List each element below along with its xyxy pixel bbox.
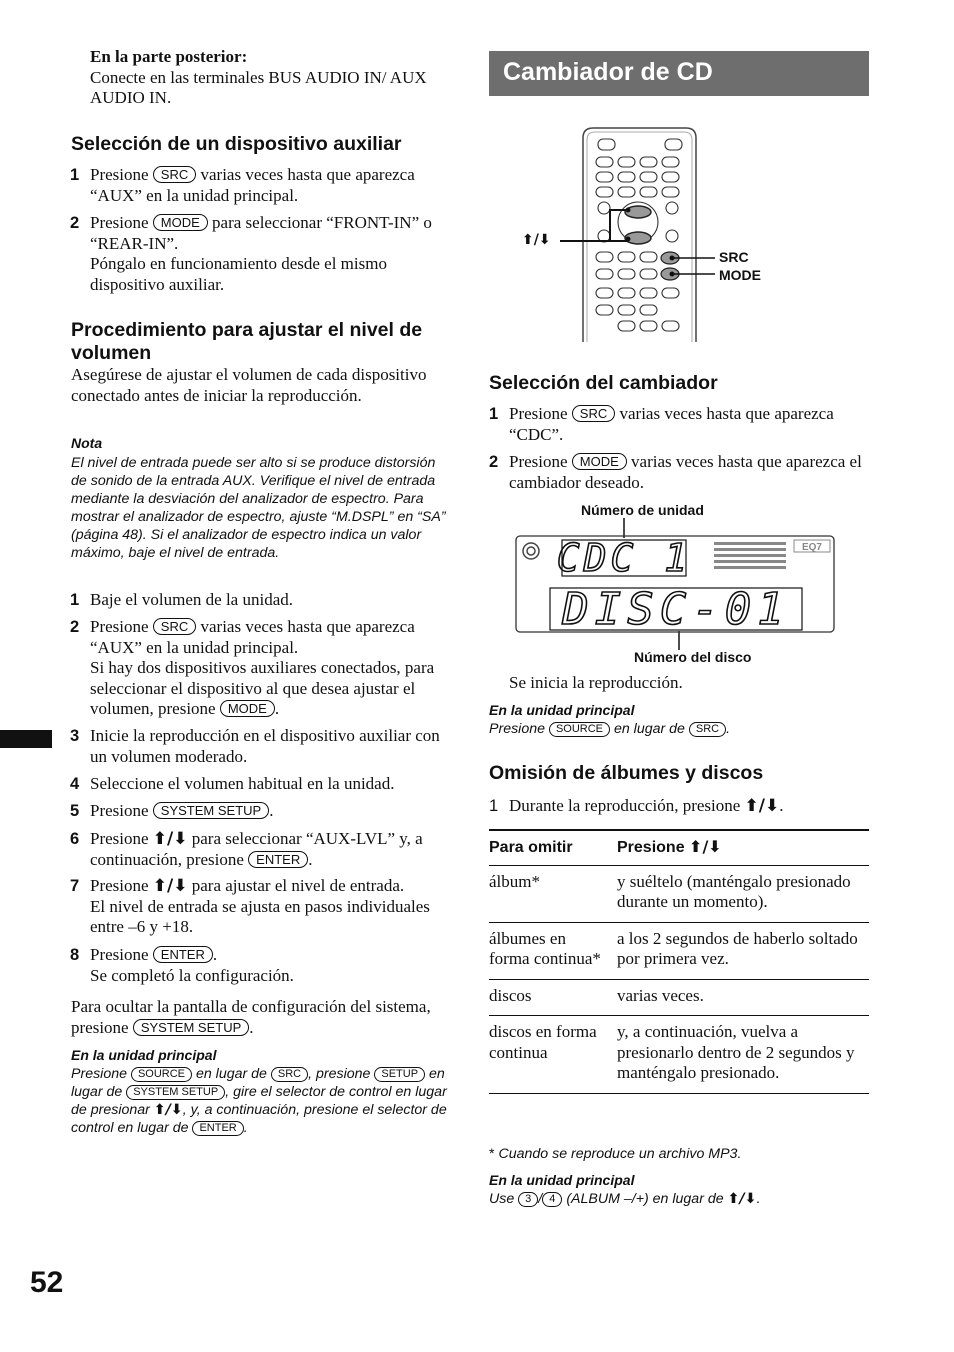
note-text: en lugar de — [71, 1066, 445, 1100]
step-number: 3 — [70, 727, 80, 745]
table-row — [489, 1016, 869, 1094]
omit-heading: Omisión de álbumes y discos — [489, 762, 764, 784]
setup-key: SETUP — [374, 1067, 425, 1082]
step-text: Presione — [90, 829, 153, 848]
aux-heading: Selección de un dispositivo auxiliar — [71, 133, 402, 155]
section-header — [489, 51, 869, 96]
main-unit-text — [489, 720, 730, 738]
step-number: 2 — [70, 214, 80, 232]
rear-text: Conecte en las terminales BUS AUDIO IN/ AUX AUDIO IN. — [90, 67, 427, 107]
system-setup-key: SYSTEM SETUP — [126, 1085, 225, 1100]
disc-number-label: Número del disco — [634, 649, 752, 665]
display-line-1: CDC 1 — [556, 536, 692, 580]
display-illustration — [514, 518, 838, 652]
key-3: 3 — [518, 1192, 538, 1207]
footnote-text: Cuando se reproduce un archivo MP3. — [498, 1146, 742, 1162]
display-line-2: DISC-01 — [562, 584, 790, 635]
unit-number-label: Número de unidad — [581, 502, 704, 518]
nota-title: Nota — [71, 435, 103, 451]
src-key: SRC — [153, 618, 196, 635]
note-text: Use — [489, 1191, 519, 1207]
eq-indicator: EQ7 — [801, 542, 823, 553]
note-text: . — [726, 721, 731, 737]
step-text: Presione — [509, 404, 572, 423]
table-row — [489, 922, 869, 979]
step-text: Presione — [90, 213, 153, 232]
step-text: varias veces hasta que aparezca “AUX” en la unidad principal. — [90, 165, 415, 205]
step-number: 1 — [70, 166, 80, 184]
step-text: . — [269, 801, 274, 820]
remote-src-label: SRC — [719, 249, 749, 265]
note-text: Presione — [71, 1066, 131, 1082]
hide-settings-text — [71, 997, 451, 1038]
key-4: 4 — [542, 1192, 562, 1207]
body-text: . — [249, 1017, 254, 1037]
playback-starts: Se inicia la reproducción. — [509, 673, 683, 692]
volume-intro: Asegúrese de ajustar el volumen de cada dispositivo conectado antes de iniciar la reproducción. — [71, 365, 427, 405]
step-number: 2 — [70, 618, 80, 636]
rear-title: En la parte posterior: — [90, 47, 248, 66]
step-number: 1 — [489, 405, 499, 423]
mode-key: MODE — [572, 453, 627, 470]
step-text: Durante la reproducción, presione — [509, 796, 745, 815]
step-number: 1 — [489, 797, 499, 815]
source-key: SOURCE — [549, 722, 610, 737]
src-key: SRC — [271, 1067, 308, 1082]
step-number: 5 — [70, 802, 80, 820]
table-cell: discos en forma continua — [489, 1016, 617, 1094]
remote-control-illustration — [510, 124, 790, 342]
remote-mode-label: MODE — [719, 267, 761, 283]
note-text: (ALBUM –/+) en lugar de — [562, 1191, 728, 1207]
step-number: 6 — [70, 830, 80, 848]
table-cell: y, a continuación, vuelva a presionarlo dentro de 2 segundos y manténgalo presionado. — [617, 1016, 869, 1094]
table-cell: a los 2 segundos de haberlo soltado por primera vez. — [617, 922, 869, 979]
step-number: 4 — [70, 775, 80, 793]
note-text: Presione — [489, 721, 549, 737]
step-text: Presione — [90, 801, 153, 820]
note-text: , gire el selector de control en lugar de presionar — [71, 1084, 447, 1118]
table-cell: varias veces. — [617, 979, 869, 1016]
step-text: Presione — [90, 876, 153, 895]
step-text: varias veces hasta que aparezca el cambiador deseado. — [509, 452, 862, 492]
table-cell: álbum* — [489, 865, 617, 922]
nota-text: El nivel de entrada puede ser alto si se produce distorsión de sonido de la entrada AUX. Verifique el nivel de entrada mediante la desviación del analizador de espectro. Para mostrar el analizador de espectro, ajuste “M.DSPL” en “SA” (página 48). Si el analizador de espectro indica un valor máximo, baje el nivel de entrada. — [71, 455, 446, 561]
step-text: varias veces hasta que aparezca “AUX” en la unidad principal. — [90, 617, 415, 657]
table-cell: discos — [489, 979, 617, 1016]
src-key: SRC — [689, 722, 726, 737]
up-down-arrows-icon: ⬆/⬇ — [727, 1191, 757, 1207]
header-text: Presione — [617, 839, 690, 856]
section-tab-marker — [0, 730, 52, 748]
table-cell: álbumes en forma continua* — [489, 922, 617, 979]
enter-key: ENTER — [192, 1121, 243, 1136]
source-key: SOURCE — [131, 1067, 192, 1082]
system-setup-key: SYSTEM SETUP — [153, 802, 269, 819]
footnote — [489, 1145, 741, 1163]
step-text: Baje el volumen de la unidad. — [90, 590, 293, 609]
main-unit-title: En la unidad principal — [71, 1047, 217, 1063]
body-text: Para ocultar la pantalla de configuración del sistema, presione — [71, 997, 431, 1037]
column-header: Para omitir — [489, 830, 617, 865]
step-text: para seleccionar “AUX-LVL” y, a continuación, presione — [90, 829, 423, 869]
mode-key: MODE — [220, 700, 275, 717]
step-text: Inicie la reproducción en el dispositivo auxiliar con un volumen moderado. — [90, 726, 440, 766]
up-down-arrows-icon: ⬆/⬇ — [744, 796, 780, 816]
volume-heading: Procedimiento para ajustar el nivel de volumen — [71, 319, 423, 364]
note-text: . — [243, 1120, 248, 1136]
table-cell: y suéltelo (manténgalo presionado durante un momento). — [617, 865, 869, 922]
section-title: Cambiador de CD — [503, 58, 713, 86]
page-number: 52 — [30, 1266, 64, 1299]
src-key: SRC — [153, 166, 196, 183]
step-text: . — [274, 699, 280, 718]
mode-key: MODE — [153, 214, 208, 231]
main-unit-title-2: En la unidad principal — [489, 1172, 635, 1188]
step-text: Presione — [90, 945, 153, 964]
main-unit-title: En la unidad principal — [489, 702, 635, 718]
main-unit-text — [71, 1065, 455, 1137]
enter-key: ENTER — [248, 851, 308, 868]
note-text: en lugar de — [610, 721, 689, 737]
changer-heading: Selección del cambiador — [489, 372, 718, 394]
note-text: , presione — [308, 1066, 375, 1082]
step-text: Póngalo en funcionamiento desde el mismo dispositivo auxiliar. — [90, 254, 387, 294]
table-header-row — [489, 830, 869, 865]
rear-note — [90, 47, 460, 109]
step-text: Presione — [90, 165, 153, 184]
up-down-arrows-icon: ⬆/⬇ — [152, 829, 188, 849]
step-number: 2 — [489, 453, 499, 471]
note-text: / — [538, 1191, 543, 1207]
step-text: Presione — [90, 617, 153, 636]
table-row — [489, 865, 869, 922]
enter-key: ENTER — [153, 946, 213, 963]
step-text: . — [212, 945, 218, 964]
step-number: 8 — [70, 946, 80, 964]
step-text: para seleccionar “FRONT-IN” o “REAR-IN”. — [90, 213, 432, 253]
src-key: SRC — [572, 405, 615, 422]
table-row — [489, 979, 869, 1016]
step-text: Seleccione el volumen habitual en la unidad. — [90, 774, 395, 793]
step-number: 1 — [70, 591, 80, 609]
note-text: en lugar de — [192, 1066, 271, 1082]
step-text: Presione — [509, 452, 572, 471]
omit-table — [489, 829, 869, 1094]
step-text: para ajustar el nivel de entrada. — [187, 876, 405, 895]
step-text: Se completó la configuración. — [90, 965, 294, 985]
note-text: , y, a continuación, presione el selector de control en lugar de — [71, 1102, 447, 1136]
step-number: 7 — [70, 877, 80, 895]
step-text: Si hay dos dispositivos auxiliares conectados, para seleccionar el dispositivo al que desea ajustar el volumen, presione — [90, 658, 435, 718]
step-text: varias veces hasta que aparezca “CDC”. — [509, 404, 834, 444]
note-text: . — [756, 1191, 761, 1207]
main-unit-text-2 — [489, 1190, 761, 1208]
up-down-arrows-icon: ⬆/⬇ — [152, 876, 188, 896]
system-setup-key: SYSTEM SETUP — [133, 1019, 249, 1036]
up-down-arrows-icon: ⬆/⬇ — [689, 837, 722, 856]
step-text: El nivel de entrada se ajusta en pasos individuales entre –6 y +18. — [90, 896, 430, 936]
up-down-arrows-icon: ⬆/⬇ — [153, 1102, 183, 1118]
step-text: . — [308, 849, 313, 869]
column-header — [617, 830, 869, 865]
remote-arrows-label: ⬆/⬇ — [522, 232, 551, 248]
step-text: . — [779, 796, 784, 815]
footnote-mark: * — [489, 1146, 495, 1162]
